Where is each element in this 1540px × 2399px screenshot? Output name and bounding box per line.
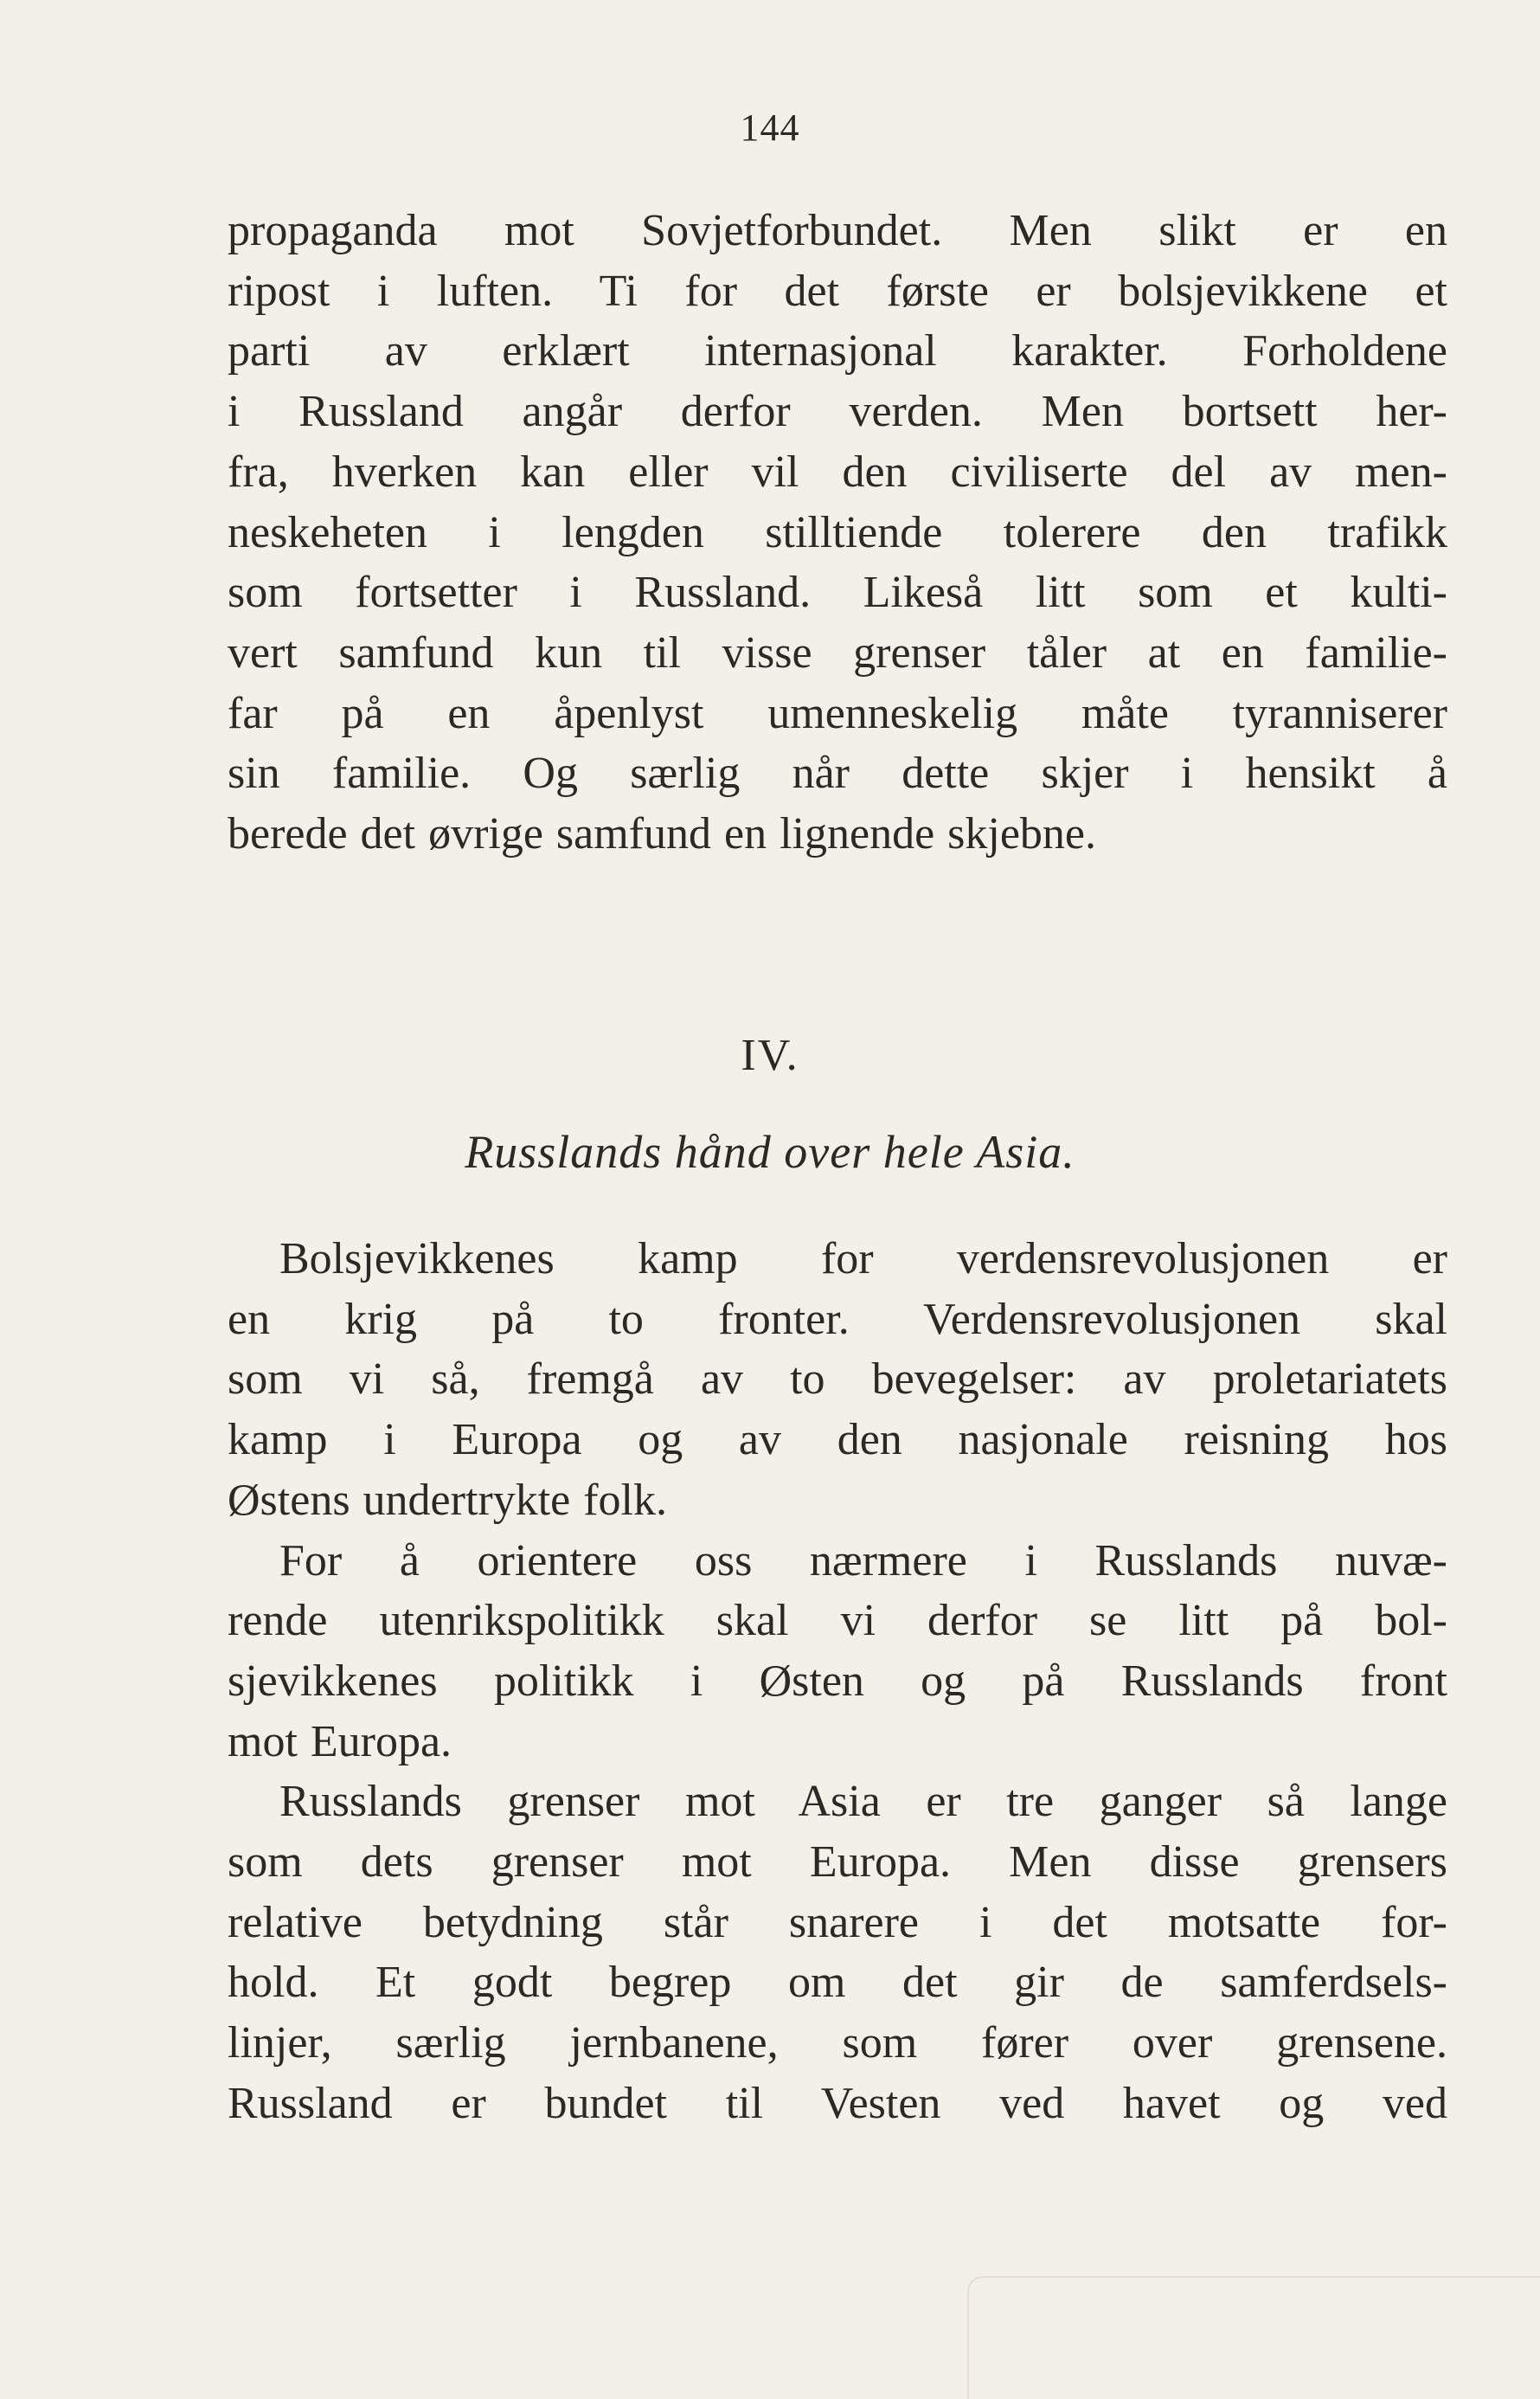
- page-number: 144: [740, 106, 800, 149]
- text-line: i Russland angår derfor verden. Men bortsett her-: [228, 387, 1447, 437]
- text-line: parti av erklært internasjonal karakter. Forholdene: [228, 326, 1447, 376]
- page-corner-mark: [967, 2276, 1540, 2399]
- text-line: fra, hverken kan eller vil den civiliserte del av men-: [228, 447, 1447, 497]
- section-title: Russlands hånd over hele Asia.: [465, 1126, 1075, 1178]
- text-line: sjevikkenes politikk i Østen og på Russlands front: [228, 1656, 1447, 1706]
- text-line: kamp i Europa og av den nasjonale reisning hos: [228, 1415, 1447, 1465]
- text-line: relative betydning står snarere i det motsatte for-: [228, 1897, 1447, 1947]
- paragraph-block-1: [228, 201, 1447, 865]
- text-line: som vi så, fremgå av to bevegelser: av proletariatets: [228, 1354, 1447, 1405]
- section-numeral: IV.: [741, 1031, 799, 1080]
- text-line: far på en åpenlyst umenneskelig måte tyranniserer: [228, 688, 1447, 738]
- text-line: mot Europa.: [228, 1716, 452, 1766]
- text-line: berede det øvrige samfund en lignende skjebne.: [228, 809, 1096, 859]
- text-line: en krig på to fronter. Verdensrevolusjonen skal: [228, 1294, 1447, 1344]
- text-line: Bolsjevikkenes kamp for verdensrevolusjonen er: [279, 1234, 1447, 1283]
- text-line: Østens undertrykte folk.: [228, 1475, 668, 1525]
- text-line: rende utenrikspolitikk skal vi derfor se litt på bol-: [228, 1596, 1447, 1646]
- text-line: neskeheten i lengden stilltiende tolerere den trafikk: [228, 507, 1447, 557]
- text-line: propaganda mot Sovjetforbundet. Men slikt er en: [228, 206, 1447, 255]
- paragraph-block-2: [228, 1229, 1447, 2134]
- text-line: Russland er bundet til Vesten ved havet og ved: [228, 2078, 1447, 2128]
- text-line: ripost i luften. Ti for det første er bolsjevikkene et: [228, 266, 1447, 316]
- text-line: Russlands grenser mot Asia er tre ganger så lange: [279, 1777, 1447, 1827]
- text-line: For å orientere oss nærmere i Russlands nuvæ-: [279, 1535, 1447, 1585]
- text-line: sin familie. Og særlig når dette skjer i hensikt å: [228, 749, 1447, 799]
- text-line: vert samfund kun til visse grenser tåler at en familie-: [228, 627, 1447, 678]
- text-line: hold. Et godt begrep om det gir de samferdsels-: [228, 1958, 1447, 2008]
- text-line: som dets grenser mot Europa. Men disse grensers: [228, 1837, 1447, 1888]
- text-line: linjer, særlig jernbanene, som fører over grensene.: [228, 2018, 1447, 2068]
- text-line: som fortsetter i Russland. Likeså litt som et kulti-: [228, 568, 1447, 618]
